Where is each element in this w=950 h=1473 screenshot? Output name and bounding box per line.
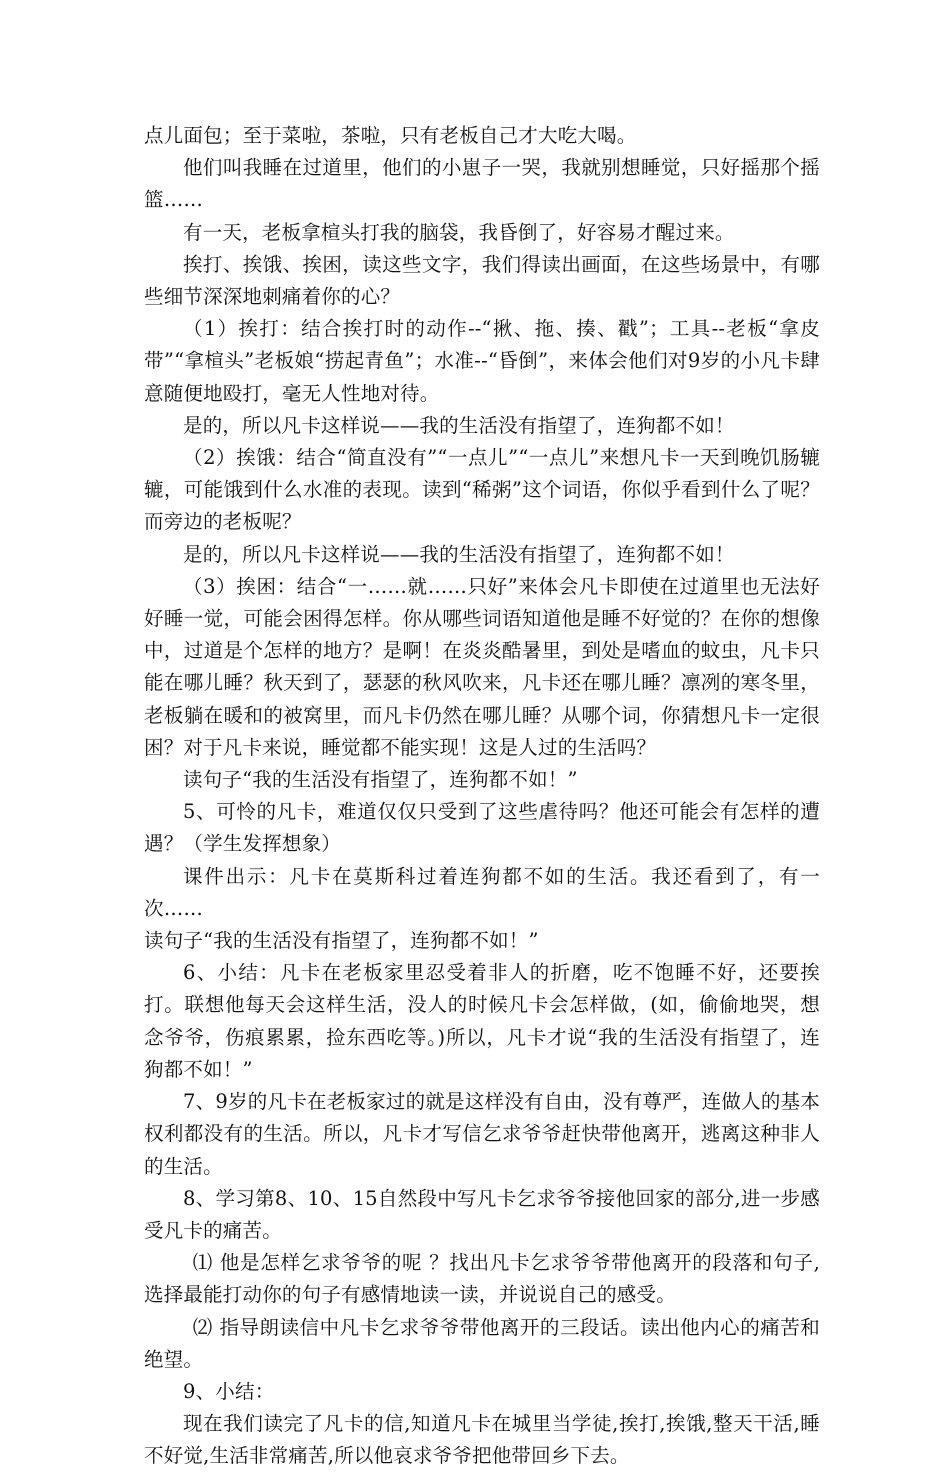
- paragraph: 有一天，老板拿楦头打我的脑袋，我昏倒了，好容易才醒过来。: [183, 220, 735, 244]
- paragraph: 6、小结：凡卡在老板家里忍受着非人的折磨，吃不饱睡不好，还要挨打。联想他每天会这样生活，没人的时候凡卡会怎样做，(如，偷偷地哭，想念爷爷，伤痕累累，捡东西吃等。)所以，凡卡才说“我的生活没有指望了，连狗都不如！”: [144, 961, 820, 1081]
- paragraph: 课件出示：凡卡在莫斯科过着连狗都不如的生活。我还看到了，有一次……: [144, 864, 820, 920]
- document-body: [144, 120, 820, 1473]
- paragraph: 是的，所以凡卡这样说——我的生活没有指望了，连狗都不如！: [183, 413, 735, 437]
- paragraph: 7、9岁的凡卡在老板家过的就是这样没有自由，没有尊严，连做人的基本权利都没有的生活。所以，凡卡才写信乞求爷爷赶快带他离开，逃离这种非人的生活。: [144, 1090, 820, 1178]
- paragraph: 挨打、挨饿、挨困，读这些文字，我们得读出画面，在这些场景中，有哪些细节深深地刺痛着你的心？: [144, 252, 820, 309]
- paragraph: （2）挨饿：结合“简直没有”“一点儿”“一点儿”来想凡卡一天到晚饥肠辘辘，可能饿到什么水准的表现。读到“稀粥”这个词语，你似乎看到什么了呢？而旁边的老板呢？: [144, 446, 820, 534]
- paragraph: 读句子“我的生活没有指望了，连狗都不如！”: [144, 929, 539, 953]
- paragraph: 他们叫我睡在过道里，他们的小崽子一哭，我就别想睡觉，只好摇那个摇篮……: [144, 156, 820, 212]
- paragraph: （1）挨打：结合挨打时的动作--“揪、拖、揍、戳”；工具--老板“拿皮带”“拿楦头”老板娘“捞起青鱼”；水准--“昏倒”，来体会他们对9岁的小凡卡肆意随便地殴打，毫无人性地对待。: [144, 317, 820, 405]
- paragraph: （3）挨困：结合“一……就……只好”来体会凡卡即使在过道里也无法好好睡一觉，可能会困得怎样。你从哪些词语知道他是睡不好觉的？在你的想像中，过道是个怎样的地方？是啊！在炎炎酷暑里，到处是嗜血的蚊虫，凡卡只能在哪儿睡？秋天到了，瑟瑟的秋风吹来，凡卡还在哪儿睡？凛冽的寒冬里，老板躺在暖和的被窝里，而凡卡仍然在哪儿睡？从哪个词，你猜想凡卡一定很困？对于凡卡来说，睡觉都不能实现！这是人过的生活吗？: [144, 574, 820, 759]
- paragraph: 5、可怜的凡卡，难道仅仅只受到了这些虐待吗？他还可能会有怎样的遭遇？（学生发挥想象）: [144, 800, 820, 856]
- paragraph: 点儿面包；至于菜啦，茶啦，只有老板自己才大吃大喝。: [144, 124, 637, 147]
- paragraph: ⑵ 指导朗读信中凡卡乞求爷爷带他离开的三段话。读出他内心的痛苦和绝望。: [144, 1315, 820, 1371]
- paragraph: ⑴ 他是怎样乞求爷爷的呢 ？找出凡卡乞求爷爷带他离开的段落和句子, 选择最能打动你的句子有感情地读一读，并说说自己的感受。: [144, 1251, 820, 1307]
- paragraph: 读句子“我的生活没有指望了，连狗都不如！”: [183, 768, 578, 792]
- paragraph: 9、小结：: [183, 1379, 275, 1403]
- paragraph: 8、学习第8、10、15自然段中写凡卡乞求爷爷接他回家的部分,进一步感受凡卡的痛苦。: [144, 1186, 820, 1242]
- paragraph: 现在我们读完了凡卡的信,知道凡卡在城里当学徒,挨打,挨饿,整天干活,睡不好觉,生活非常痛苦,所以他哀求爷爷把他带回乡下去。: [144, 1412, 820, 1468]
- paragraph: 是的，所以凡卡这样说——我的生活没有指望了，连狗都不如！: [183, 542, 735, 566]
